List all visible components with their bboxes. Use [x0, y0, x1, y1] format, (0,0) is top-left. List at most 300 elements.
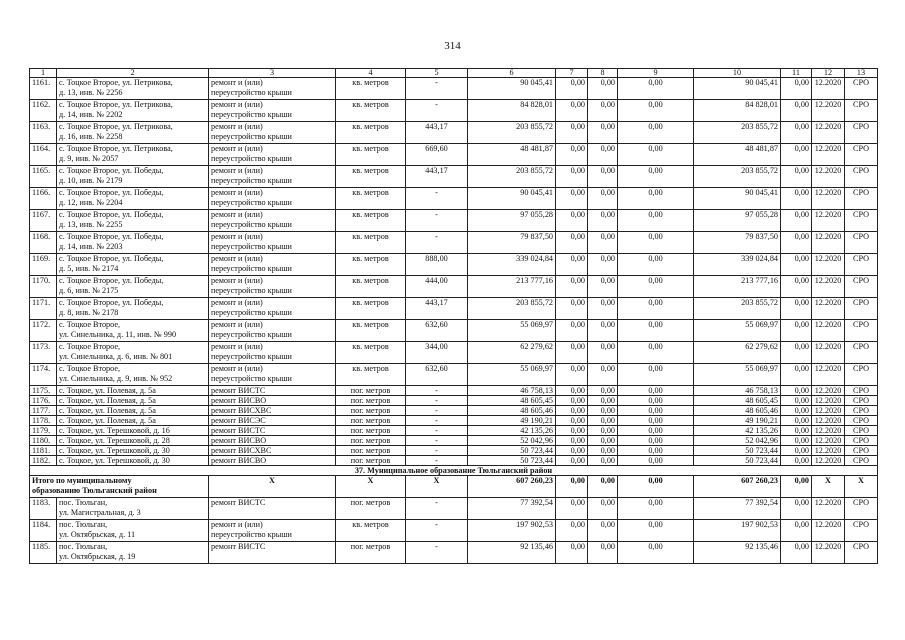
- address-cell-line: ул. Магистральная, д. 3: [59, 508, 141, 517]
- method-cell: СРО: [845, 78, 878, 100]
- unit-cell: кв. метров: [336, 320, 406, 342]
- total-cell: 0,00: [781, 476, 812, 498]
- work-cell-line: ремонт и (или): [211, 144, 263, 153]
- work-cell-line: переустройство крыши: [211, 132, 292, 141]
- unit-cell: пог. метров: [336, 446, 406, 456]
- row-number: 1181.: [30, 446, 57, 456]
- value-cell: 0,00: [588, 416, 618, 426]
- work-cell-line: переустройство крыши: [211, 530, 292, 539]
- address-cell-line: д. 6, инв. № 2175: [59, 286, 119, 295]
- address-cell: с. Тоцкое, ул. Терешковой, д. 30: [57, 456, 209, 466]
- address-cell-line: д. 10, инв. № 2179: [59, 176, 123, 185]
- cost-cell: 213 777,16: [468, 276, 556, 298]
- area-cell: -: [406, 232, 468, 254]
- work-cell-line: переустройство крыши: [211, 242, 292, 251]
- address-cell: [57, 122, 209, 144]
- method-cell: СРО: [845, 342, 878, 364]
- address-cell: [57, 364, 209, 386]
- cost-cell: 90 045,41: [694, 78, 781, 100]
- work-cell: [209, 254, 336, 276]
- address-cell-line: с. Тоцкое Второе,: [59, 320, 121, 329]
- cost-cell: 50 723,44: [468, 456, 556, 466]
- value-cell: 0,00: [618, 342, 694, 364]
- row-number: 1165.: [30, 166, 57, 188]
- value-cell: 0,00: [588, 188, 618, 210]
- area-cell: -: [406, 188, 468, 210]
- cost-cell: 90 045,41: [468, 78, 556, 100]
- address-cell-line: ул. Синельника, д. 9, инв. № 952: [59, 374, 173, 383]
- area-cell: 443,17: [406, 122, 468, 144]
- cost-cell: 50 723,44: [468, 446, 556, 456]
- area-cell: -: [406, 436, 468, 446]
- date-cell: 12.2020: [812, 188, 845, 210]
- unit-cell: кв. метров: [336, 144, 406, 166]
- address-cell: с. Тоцкое, ул. Полевая, д. 5а: [57, 386, 209, 396]
- value-cell: 0,00: [618, 78, 694, 100]
- unit-cell: кв. метров: [336, 166, 406, 188]
- area-cell: -: [406, 542, 468, 564]
- row-number: 1172.: [30, 320, 57, 342]
- value-cell: 0,00: [588, 396, 618, 406]
- area-cell: 444,00: [406, 276, 468, 298]
- cost-cell: 50 723,44: [694, 446, 781, 456]
- header-row: [30, 69, 878, 78]
- total-cell: X: [812, 476, 845, 498]
- work-cell-line: ремонт ВИСТС: [211, 498, 266, 507]
- total-row: [30, 476, 878, 498]
- method-cell: СРО: [845, 298, 878, 320]
- cost-cell: 97 055,28: [468, 210, 556, 232]
- unit-cell: пог. метров: [336, 416, 406, 426]
- value-cell: 0,00: [618, 298, 694, 320]
- address-cell: [57, 520, 209, 542]
- address-cell-line: ул. Синельника, д. 6, инв. № 801: [59, 352, 173, 361]
- value-cell: 0,00: [781, 166, 812, 188]
- unit-cell: кв. метров: [336, 210, 406, 232]
- value-cell: 0,00: [556, 542, 588, 564]
- header-cell: 9: [618, 69, 694, 78]
- row-number: 1179.: [30, 426, 57, 436]
- work-cell-line: ремонт и (или): [211, 520, 263, 529]
- value-cell: 0,00: [781, 78, 812, 100]
- value-cell: 0,00: [781, 342, 812, 364]
- area-cell: -: [406, 100, 468, 122]
- work-cell: ремонт ВИСТС: [209, 386, 336, 396]
- work-cell: ремонт ВИСВО: [209, 436, 336, 446]
- total-cell: 0,00: [618, 476, 694, 498]
- work-cell-line: переустройство крыши: [211, 110, 292, 119]
- header-cell: 11: [781, 69, 812, 78]
- table-row: [30, 364, 878, 386]
- cost-cell: 55 069,97: [694, 320, 781, 342]
- area-cell: -: [406, 386, 468, 396]
- table-row: [30, 498, 878, 520]
- cost-cell: 55 069,97: [468, 320, 556, 342]
- unit-cell: кв. метров: [336, 342, 406, 364]
- value-cell: 0,00: [556, 342, 588, 364]
- cost-cell: 339 024,84: [468, 254, 556, 276]
- value-cell: 0,00: [618, 254, 694, 276]
- method-cell: СРО: [845, 188, 878, 210]
- work-cell-line: переустройство крыши: [211, 264, 292, 273]
- work-cell-line: ремонт и (или): [211, 276, 263, 285]
- work-cell-line: ремонт и (или): [211, 232, 263, 241]
- area-cell: -: [406, 446, 468, 456]
- value-cell: 0,00: [556, 498, 588, 520]
- value-cell: 0,00: [556, 100, 588, 122]
- table-row: [30, 232, 878, 254]
- method-cell: СРО: [845, 456, 878, 466]
- value-cell: 0,00: [618, 386, 694, 396]
- work-cell-line: ремонт и (или): [211, 122, 263, 131]
- work-cell: ремонт ВИСВО: [209, 396, 336, 406]
- method-cell: СРО: [845, 498, 878, 520]
- value-cell: 0,00: [781, 100, 812, 122]
- value-cell: 0,00: [588, 542, 618, 564]
- table-row: [30, 426, 878, 436]
- area-cell: -: [406, 426, 468, 436]
- address-cell-line: с. Тоцкое Второе, ул. Победы,: [59, 232, 164, 241]
- value-cell: 0,00: [618, 416, 694, 426]
- work-cell-line: ремонт и (или): [211, 166, 263, 175]
- cost-cell: 48 481,87: [468, 144, 556, 166]
- section-title: 37. Муниципальное образование Тюльганский район: [30, 466, 878, 476]
- row-number: 1180.: [30, 436, 57, 446]
- cost-cell: 46 758,13: [468, 386, 556, 396]
- value-cell: 0,00: [618, 520, 694, 542]
- value-cell: 0,00: [556, 188, 588, 210]
- address-cell-line: пос. Тюльган,: [59, 520, 108, 529]
- value-cell: 0,00: [618, 456, 694, 466]
- cost-cell: 55 069,97: [468, 364, 556, 386]
- work-cell: [209, 232, 336, 254]
- date-cell: 12.2020: [812, 416, 845, 426]
- table-row: [30, 386, 878, 396]
- value-cell: 0,00: [556, 386, 588, 396]
- value-cell: 0,00: [588, 254, 618, 276]
- value-cell: 0,00: [781, 436, 812, 446]
- date-cell: 12.2020: [812, 456, 845, 466]
- address-cell-line: пос. Тюльган,: [59, 498, 108, 507]
- area-cell: 669,60: [406, 144, 468, 166]
- value-cell: 0,00: [781, 396, 812, 406]
- table-row: [30, 446, 878, 456]
- date-cell: 12.2020: [812, 342, 845, 364]
- address-cell-line: с. Тоцкое Второе,: [59, 342, 121, 351]
- work-cell-line: ремонт и (или): [211, 364, 263, 373]
- table-row: [30, 78, 878, 100]
- cost-cell: 203 855,72: [468, 298, 556, 320]
- total-cell: X: [845, 476, 878, 498]
- value-cell: 0,00: [556, 426, 588, 436]
- address-cell-line: с. Тоцкое Второе, ул. Победы,: [59, 298, 164, 307]
- value-cell: 0,00: [618, 436, 694, 446]
- address-cell-line: с. Тоцкое Второе, ул. Победы,: [59, 210, 164, 219]
- unit-cell: пог. метров: [336, 406, 406, 416]
- value-cell: 0,00: [618, 426, 694, 436]
- value-cell: 0,00: [556, 298, 588, 320]
- address-cell: [57, 210, 209, 232]
- value-cell: 0,00: [781, 426, 812, 436]
- area-cell: 632,60: [406, 320, 468, 342]
- work-cell: [209, 320, 336, 342]
- value-cell: 0,00: [781, 276, 812, 298]
- date-cell: 12.2020: [812, 426, 845, 436]
- total-cost: 607 260,23: [468, 476, 556, 498]
- area-cell: -: [406, 456, 468, 466]
- value-cell: 0,00: [588, 520, 618, 542]
- header-cell: 6: [468, 69, 556, 78]
- address-cell-line: д. 5, инв. № 2174: [59, 264, 119, 273]
- value-cell: 0,00: [781, 122, 812, 144]
- value-cell: 0,00: [588, 342, 618, 364]
- value-cell: 0,00: [618, 232, 694, 254]
- address-cell: с. Тоцкое, ул. Полевая, д. 5а: [57, 396, 209, 406]
- value-cell: 0,00: [588, 276, 618, 298]
- total-cell: 0,00: [556, 476, 588, 498]
- row-number: 1177.: [30, 406, 57, 416]
- row-number: 1185.: [30, 542, 57, 564]
- row-number: 1173.: [30, 342, 57, 364]
- address-cell-line: д. 14, инв. № 2202: [59, 110, 123, 119]
- address-cell-line: с. Тоцкое Второе, ул. Петрикова,: [59, 122, 173, 131]
- value-cell: 0,00: [588, 232, 618, 254]
- value-cell: 0,00: [556, 520, 588, 542]
- value-cell: 0,00: [618, 188, 694, 210]
- address-cell: [57, 144, 209, 166]
- work-cell: [209, 276, 336, 298]
- value-cell: 0,00: [618, 498, 694, 520]
- table-row: [30, 210, 878, 232]
- work-cell: [209, 210, 336, 232]
- address-cell-line: д. 14, инв. № 2203: [59, 242, 123, 251]
- area-cell: 632,60: [406, 364, 468, 386]
- header-cell: 10: [694, 69, 781, 78]
- work-cell-line: переустройство крыши: [211, 308, 292, 317]
- cost-cell: 203 855,72: [468, 166, 556, 188]
- total-cell: X: [406, 476, 468, 498]
- address-cell: [57, 298, 209, 320]
- method-cell: СРО: [845, 364, 878, 386]
- method-cell: СРО: [845, 122, 878, 144]
- value-cell: 0,00: [556, 320, 588, 342]
- work-cell: [209, 298, 336, 320]
- area-cell: 888,00: [406, 254, 468, 276]
- unit-cell: кв. метров: [336, 100, 406, 122]
- value-cell: 0,00: [781, 446, 812, 456]
- value-cell: 0,00: [781, 406, 812, 416]
- cost-cell: 90 045,41: [694, 188, 781, 210]
- table-row: [30, 276, 878, 298]
- cost-cell: 79 837,50: [694, 232, 781, 254]
- work-cell-line: переустройство крыши: [211, 374, 292, 383]
- work-cell: ремонт ВИСЭС: [209, 416, 336, 426]
- cost-cell: 42 135,26: [468, 426, 556, 436]
- work-cell: [209, 188, 336, 210]
- value-cell: 0,00: [618, 144, 694, 166]
- cost-cell: 92 135,46: [468, 542, 556, 564]
- address-cell: с. Тоцкое, ул. Терешковой, д. 16: [57, 426, 209, 436]
- address-cell-line: ул. Октябрьская, д. 11: [59, 530, 136, 539]
- section-row: [30, 466, 878, 476]
- header-cell: 12: [812, 69, 845, 78]
- cost-cell: 84 828,01: [468, 100, 556, 122]
- table-row: [30, 520, 878, 542]
- value-cell: 0,00: [781, 498, 812, 520]
- cost-cell: 213 777,16: [694, 276, 781, 298]
- value-cell: 0,00: [556, 166, 588, 188]
- value-cell: 0,00: [556, 232, 588, 254]
- area-cell: -: [406, 520, 468, 542]
- row-number: 1166.: [30, 188, 57, 210]
- cost-cell: 79 837,50: [468, 232, 556, 254]
- area-cell: -: [406, 416, 468, 426]
- date-cell: 12.2020: [812, 232, 845, 254]
- address-cell: [57, 276, 209, 298]
- area-cell: 344,00: [406, 342, 468, 364]
- address-cell: с. Тоцкое, ул. Терешковой, д. 28: [57, 436, 209, 446]
- address-cell: [57, 254, 209, 276]
- value-cell: 0,00: [556, 446, 588, 456]
- table-row: [30, 144, 878, 166]
- table-row: [30, 298, 878, 320]
- address-cell: [57, 188, 209, 210]
- work-cell-line: ремонт и (или): [211, 320, 263, 329]
- value-cell: 0,00: [588, 78, 618, 100]
- date-cell: 12.2020: [812, 122, 845, 144]
- address-cell: [57, 498, 209, 520]
- address-cell-line: с. Тоцкое Второе, ул. Петрикова,: [59, 100, 173, 109]
- cost-cell: 77 392,54: [468, 498, 556, 520]
- work-cell: ремонт ВИСХВС: [209, 406, 336, 416]
- work-cell: [209, 144, 336, 166]
- area-cell: -: [406, 396, 468, 406]
- value-cell: 0,00: [556, 210, 588, 232]
- date-cell: 12.2020: [812, 320, 845, 342]
- address-cell-line: с. Тоцкое Второе, ул. Петрикова,: [59, 78, 173, 87]
- address-cell-line: с. Тоцкое Второе, ул. Победы,: [59, 254, 164, 263]
- cost-cell: 50 723,44: [694, 456, 781, 466]
- unit-cell: пог. метров: [336, 396, 406, 406]
- work-cell-line: переустройство крыши: [211, 154, 292, 163]
- value-cell: 0,00: [618, 100, 694, 122]
- unit-cell: кв. метров: [336, 520, 406, 542]
- table-row: [30, 396, 878, 406]
- work-cell-line: ремонт и (или): [211, 78, 263, 87]
- header-cell: 3: [209, 69, 336, 78]
- row-number: 1178.: [30, 416, 57, 426]
- cost-cell: 48 605,46: [468, 406, 556, 416]
- address-cell-line: д. 13, инв. № 2255: [59, 220, 123, 229]
- work-cell-line: ремонт и (или): [211, 188, 263, 197]
- area-cell: 443,17: [406, 166, 468, 188]
- page-number: 314: [444, 40, 461, 52]
- work-cell-line: переустройство крыши: [211, 330, 292, 339]
- cost-cell: 48 605,46: [694, 406, 781, 416]
- unit-cell: пог. метров: [336, 456, 406, 466]
- unit-cell: кв. метров: [336, 276, 406, 298]
- value-cell: 0,00: [618, 364, 694, 386]
- value-cell: 0,00: [556, 144, 588, 166]
- method-cell: СРО: [845, 276, 878, 298]
- value-cell: 0,00: [556, 416, 588, 426]
- row-number: 1170.: [30, 276, 57, 298]
- address-cell-line: с. Тоцкое Второе, ул. Победы,: [59, 276, 164, 285]
- value-cell: 0,00: [618, 396, 694, 406]
- value-cell: 0,00: [588, 456, 618, 466]
- value-cell: 0,00: [556, 122, 588, 144]
- value-cell: 0,00: [556, 406, 588, 416]
- value-cell: 0,00: [556, 436, 588, 446]
- register-table: [29, 68, 878, 564]
- method-cell: СРО: [845, 232, 878, 254]
- table-row: [30, 416, 878, 426]
- header-cell: 8: [588, 69, 618, 78]
- date-cell: 12.2020: [812, 436, 845, 446]
- cost-cell: 97 055,28: [694, 210, 781, 232]
- date-cell: 12.2020: [812, 210, 845, 232]
- area-cell: 443,17: [406, 298, 468, 320]
- cost-cell: 203 855,72: [694, 122, 781, 144]
- method-cell: СРО: [845, 520, 878, 542]
- unit-cell: пог. метров: [336, 498, 406, 520]
- table-row: [30, 188, 878, 210]
- date-cell: 12.2020: [812, 406, 845, 416]
- address-cell: [57, 342, 209, 364]
- header-cell: 13: [845, 69, 878, 78]
- cost-cell: 197 902,53: [468, 520, 556, 542]
- cost-cell: 92 135,46: [694, 542, 781, 564]
- value-cell: 0,00: [556, 396, 588, 406]
- method-cell: СРО: [845, 396, 878, 406]
- method-cell: СРО: [845, 446, 878, 456]
- work-cell: [209, 166, 336, 188]
- date-cell: 12.2020: [812, 144, 845, 166]
- unit-cell: кв. метров: [336, 232, 406, 254]
- value-cell: 0,00: [618, 210, 694, 232]
- unit-cell: пог. метров: [336, 436, 406, 446]
- value-cell: 0,00: [556, 254, 588, 276]
- address-cell: [57, 100, 209, 122]
- row-number: 1163.: [30, 122, 57, 144]
- address-cell-line: д. 12, инв. № 2204: [59, 198, 123, 207]
- cost-cell: 203 855,72: [468, 122, 556, 144]
- cost-cell: 55 069,97: [694, 364, 781, 386]
- value-cell: 0,00: [781, 416, 812, 426]
- date-cell: 12.2020: [812, 364, 845, 386]
- address-cell-line: д. 13, инв. № 2256: [59, 88, 123, 97]
- area-cell: -: [406, 78, 468, 100]
- cost-cell: 46 758,13: [694, 386, 781, 396]
- value-cell: 0,00: [781, 520, 812, 542]
- unit-cell: пог. метров: [336, 426, 406, 436]
- value-cell: 0,00: [556, 276, 588, 298]
- value-cell: 0,00: [618, 446, 694, 456]
- row-number: 1162.: [30, 100, 57, 122]
- date-cell: 12.2020: [812, 498, 845, 520]
- row-number: 1167.: [30, 210, 57, 232]
- method-cell: СРО: [845, 416, 878, 426]
- work-cell: [209, 78, 336, 100]
- value-cell: 0,00: [556, 78, 588, 100]
- unit-cell: кв. метров: [336, 122, 406, 144]
- table-row: [30, 436, 878, 446]
- row-number: 1176.: [30, 396, 57, 406]
- address-cell-line: ул. Октябрьская, д. 19: [59, 552, 136, 561]
- method-cell: СРО: [845, 320, 878, 342]
- address-cell: [57, 78, 209, 100]
- value-cell: 0,00: [588, 210, 618, 232]
